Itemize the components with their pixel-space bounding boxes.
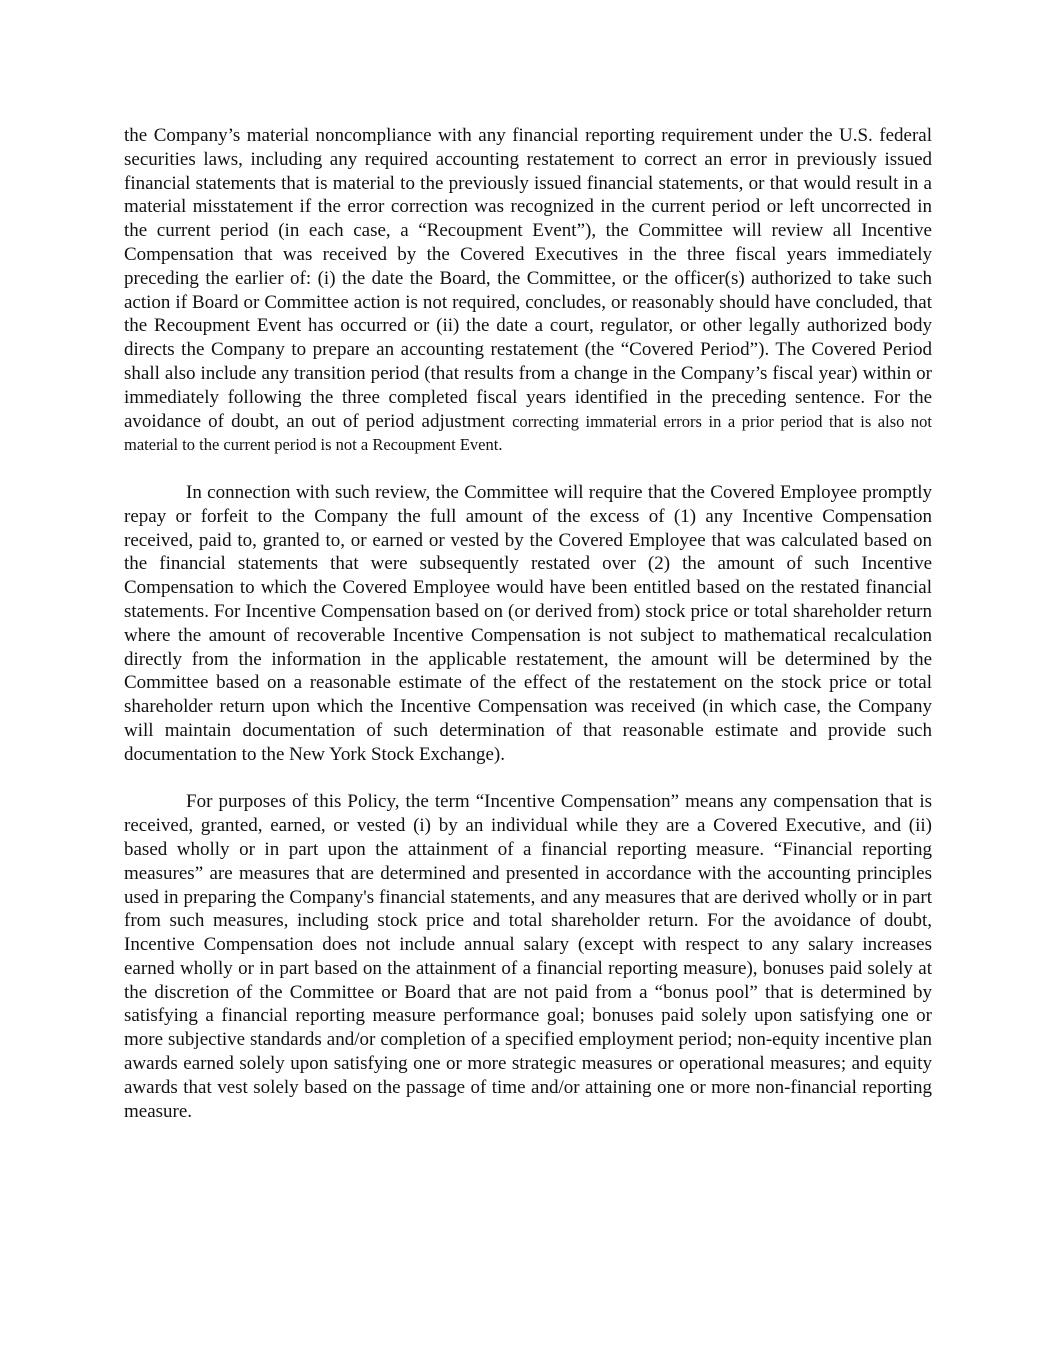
paragraph-incentive-compensation-definition-text: For purposes of this Policy, the term “Incentive Compensation” means any compensation that is received, granted, earned, or vested (i) by an individual while they are a Covered Executive, and (ii) based wholly or in part upon the attainment of a financial reporting measure. “Financial reporting measures” are measures that are determined and presented in accordance with the accounting principles used in preparing the Company's financial statements, and any measures that are derived wholly or in part from such measures, including stock price and total shareholder return. For the avoidance of doubt, Incentive Compensation does not include annual salary (except with respect to any salary increases earned wholly or in part based on the attainment of a financial reporting measure), bonuses paid solely at the discretion of the Committee or Board that are not paid from a “bonus pool” that is determined by satisfying a financial reporting measure performance goal; bonuses paid solely upon satisfying one or more subjective standards and/or completion of a specified employment period; non-equity incentive plan awards earned solely upon satisfying one or more strategic measures or operational measures; and equity awards that vest solely based on the passage of time and/or attaining one or more non-financial reporting measure. bbox=[124, 791, 932, 1122]
paragraph-incentive-compensation-definition bbox=[124, 790, 932, 1123]
paragraph-recoupment-event bbox=[124, 124, 932, 457]
paragraph-recoupment-event-small-text: correcting immaterial errors in a prior period that is also not material to the current period is not a Recoupment Event. bbox=[124, 411, 933, 455]
paragraph-recoupment-event-text: the Company’s material noncompliance with any financial reporting requirement under the U.S. federal securities laws, including any required accounting restatement to correct an error in previously issued financial statements that is material to the previously issued financial statements, or that would result in a material misstatement if the error correction was recognized in the current period or left uncorrected in the current period (in each case, a “Recoupment Event”), the Committee will review all Incentive Compensation that was received by the Covered Executives in the three fiscal years immediately preceding the earlier of: (i) the date the Board, the Committee, or the officer(s) authorized to take such action if Board or Committee action is not required, concludes, or reasonably should have concluded, that the Recoupment Event has occurred or (ii) the date a court, regulator, or other legally authorized body directs the Company to prepare an accounting restatement (the “Covered Period”). The Covered Period shall also include any transition period (that results from a change in the Company’s fiscal year) within or immediately following the three completed fiscal years identified in the preceding sentence. For the avoidance of doubt, an out of period adjustment bbox=[124, 125, 932, 432]
document-page bbox=[124, 124, 932, 1147]
paragraph-review-repayment-text: In connection with such review, the Committee will require that the Covered Employee promptly repay or forfeit to the Company the full amount of the excess of (1) any Incentive Compensation received, paid to, granted to, or earned or vested by the Covered Employee that was calculated based on the financial statements that were subsequently restated over (2) the amount of such Incentive Compensation to which the Covered Employee would have been entitled based on the restated financial statements. For Incentive Compensation based on (or derived from) stock price or total shareholder return where the amount of recoverable Incentive Compensation is not subject to mathematical recalculation directly from the information in the applicable restatement, the amount will be determined by the Committee based on a reasonable estimate of the effect of the restatement on the stock price or total shareholder return upon which the Incentive Compensation was received (in which case, the Company will maintain documentation of such determination of that reasonable estimate and provide such documentation to the New York Stock Exchange). bbox=[124, 481, 932, 765]
paragraph-review-repayment bbox=[124, 481, 932, 767]
